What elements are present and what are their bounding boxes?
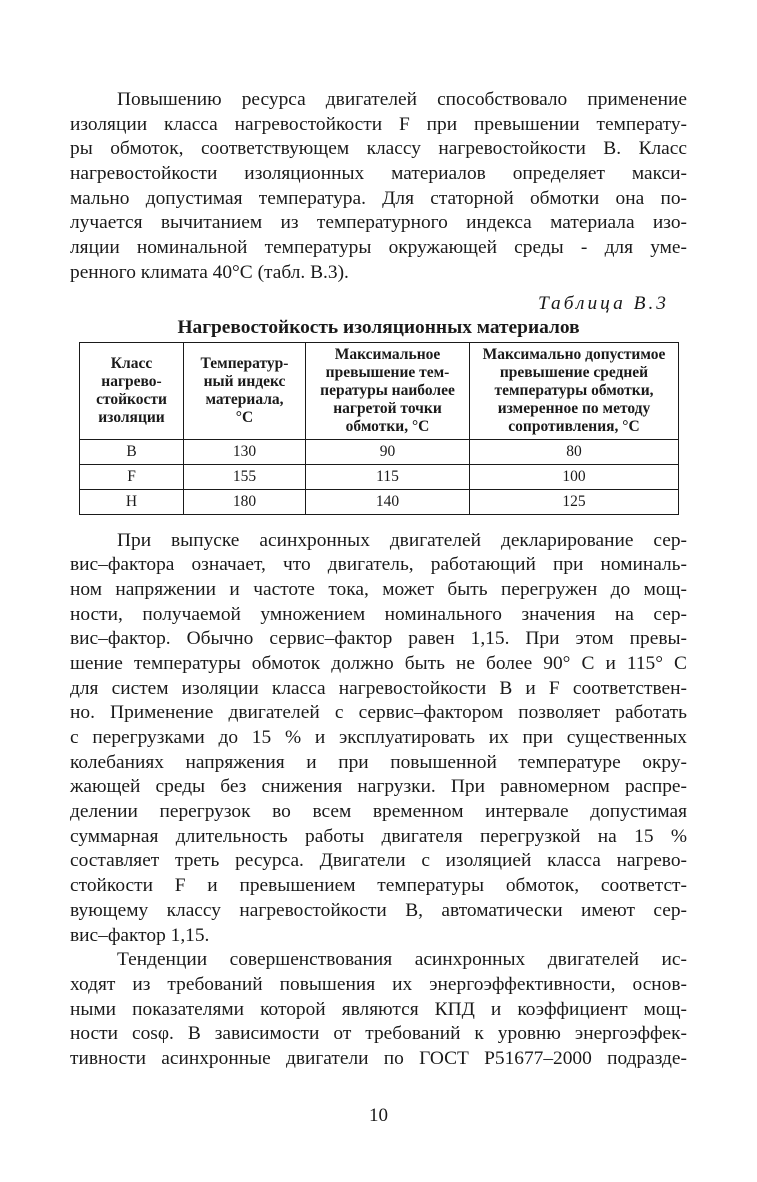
text-line: Тенденции совершенствования асинхронных двигателей ис- xyxy=(117,949,687,971)
text-line: но. Применение двигателей с сервис–фактором позволяет работать xyxy=(70,702,687,724)
table-title: Нагревостойкость изоляционных материалов xyxy=(177,316,580,338)
table-cell: 155 xyxy=(184,464,306,489)
text-line: вующему классу нагревостойкости B, автоматически имеют сер- xyxy=(70,899,687,921)
table-cell: 115 xyxy=(306,464,470,489)
table-cell: 100 xyxy=(470,464,679,489)
page-content xyxy=(70,88,687,1072)
text-line: вис–фактора означает, что двигатель, работающий при номиналь- xyxy=(70,554,687,576)
table-row xyxy=(80,439,679,464)
text-line: При выпуске асинхронных двигателей декларирование сер- xyxy=(117,529,687,551)
page-number: 10 xyxy=(369,1105,388,1126)
text-line: мально допустимая температура. Для статорной обмотки она по- xyxy=(70,187,687,209)
text-line: ности, получаемой умножением номинального значения на сер- xyxy=(70,603,687,625)
table-caption: Таблица В.3 xyxy=(537,292,669,314)
text-line: жающей среды без снижения нагрузки. При равномерном распре- xyxy=(70,776,687,798)
text-line: вис–фактор 1,15. xyxy=(70,924,210,946)
text-line: лучается вычитанием из температурного индекса материала изо- xyxy=(70,212,687,234)
text-line: ном напряжении и частоте тока, может быть перегружен до мощ- xyxy=(70,578,687,600)
text-line: стойкости F и превышением температуры обмоток, соответст- xyxy=(70,875,687,897)
text-line: суммарная длительность работы двигателя перегрузкой на 15 % xyxy=(70,825,687,847)
header-max-hotspot-rise: Максимальное превышение тем- пературы наиболее нагретой точки обмотки, °С xyxy=(306,342,470,439)
text-line: ности cosφ. В зависимости от требований к уровню энергоэффек- xyxy=(70,1023,687,1045)
text-line: шение температуры обмоток должно быть не более 90° С и 115° С xyxy=(70,652,687,674)
table-cell: 125 xyxy=(470,489,679,514)
header-temperature-index: Температур- ный индекс материала, °С xyxy=(184,342,306,439)
table-cell: В xyxy=(80,439,184,464)
text-line: ляции номинальной температуры окружающей среды - для уме- xyxy=(70,237,687,259)
text-line: ходят из требований повышения их энергоэффективности, основ- xyxy=(70,973,687,995)
table-cell: 140 xyxy=(306,489,470,514)
text-line: делении перегрузок во всем временном интервале допустимая xyxy=(70,801,687,823)
table-cell: 80 xyxy=(470,439,679,464)
text-line: для систем изоляции класса нагревостойкости B и F соответствен- xyxy=(70,677,687,699)
header-class: Класс нагрево- стойкости изоляции xyxy=(80,342,184,439)
table-cell: 130 xyxy=(184,439,306,464)
text-line: составляет треть ресурса. Двигатели с изоляцией класса нагрево- xyxy=(70,850,687,872)
paragraph-2 xyxy=(70,529,687,949)
text-line: Повышению ресурса двигателей способствовало применение xyxy=(117,89,687,110)
table-cell: 180 xyxy=(184,489,306,514)
text-line: изоляции класса нагревостойкости F при превышении температу- xyxy=(70,113,687,135)
insulation-table xyxy=(79,342,679,515)
text-line: ренного климата 40°С (табл. В.3). xyxy=(70,261,349,283)
table-cell: H xyxy=(80,489,184,514)
paragraph-3 xyxy=(70,948,687,1071)
text-line: колебаниях напряжения и при повышенной температуре окру- xyxy=(70,751,687,773)
table-cell: 90 xyxy=(306,439,470,464)
text-line: ными показателями которой являются КПД и коэффициент мощ- xyxy=(70,998,687,1020)
table-row xyxy=(80,489,679,514)
paragraph-1 xyxy=(70,88,687,286)
text-line: тивности асинхронные двигатели по ГОСТ Р51677–2000 подразде- xyxy=(70,1047,687,1069)
table-cell: F xyxy=(80,464,184,489)
text-line: с перегрузками до 15 % и эксплуатировать их при существенных xyxy=(70,727,687,748)
text-line: нагревостойкости изоляционных материалов определяет макси- xyxy=(70,163,687,185)
table-row xyxy=(80,464,679,489)
text-line: вис–фактор. Обычно сервис–фактор равен 1,15. При этом превы- xyxy=(70,628,687,650)
text-line: ры обмоток, соответствующем классу нагревостойкости B. Класс xyxy=(70,138,687,160)
header-max-average-rise: Максимально допустимое превышение средней температуры обмотки, измеренное по методу сопротивления, °С xyxy=(470,342,679,439)
table-header-row xyxy=(80,342,679,439)
